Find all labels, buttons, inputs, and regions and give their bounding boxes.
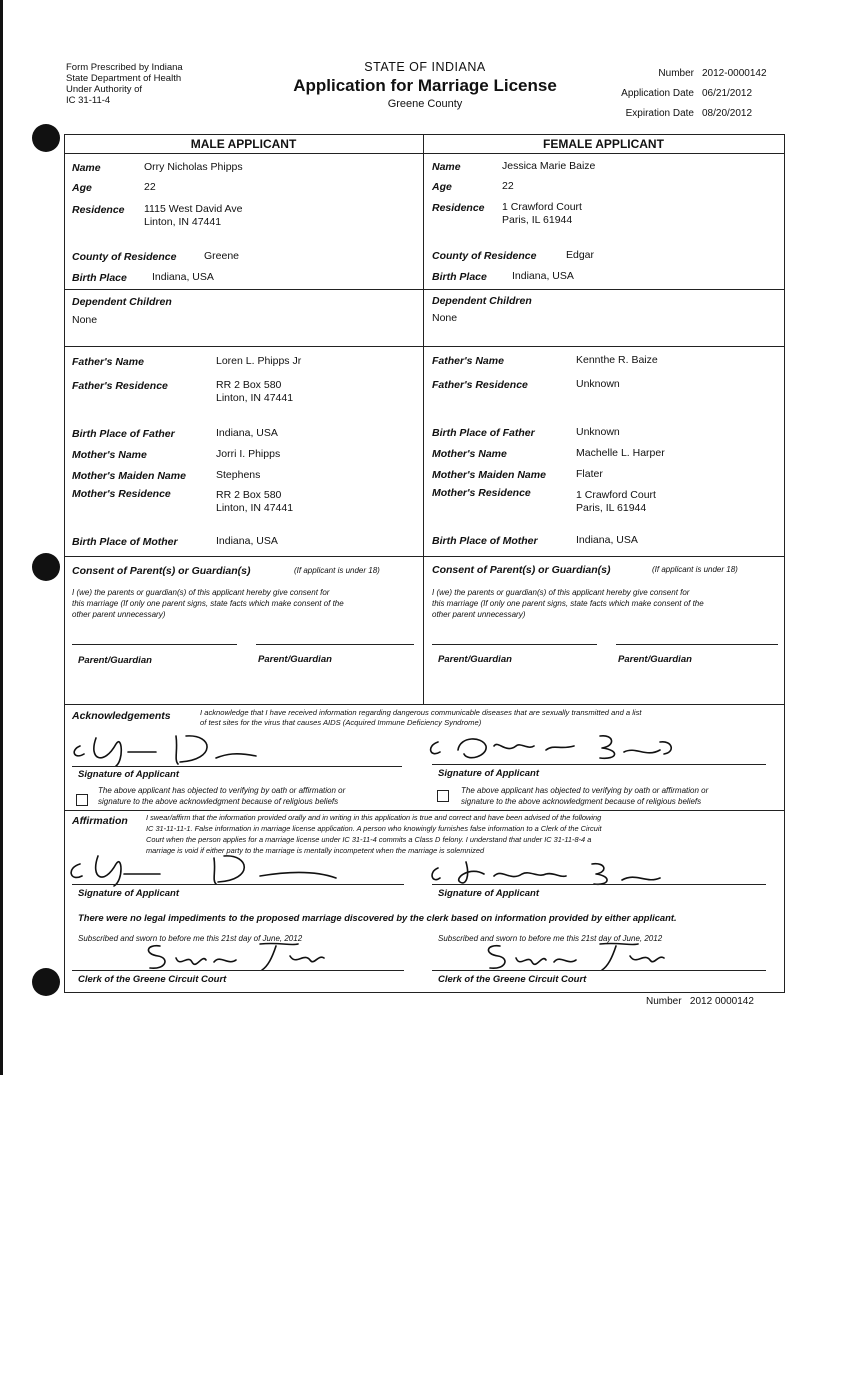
female-parent-signature-line[interactable] [432,644,597,645]
punch-hole [32,968,60,996]
female-mother-residence-line2: Paris, IL 61944 [576,502,647,514]
application-date: 06/21/2012 [702,88,753,99]
male-dependents: None [72,314,98,326]
male-objection-text: signature to the above acknowledgment because of religious beliefs [98,797,339,806]
female-parent-guardian-label: Parent/Guardian [618,654,692,665]
male-residence-line2: Linton, IN 47441 [144,216,222,228]
male-father-residence-line2: Linton, IN 47441 [216,392,294,404]
male-county: Greene [204,250,240,262]
divider [64,556,784,557]
footer-number [646,996,754,1008]
expiration-date-label: Expiration Date [625,108,694,119]
county-name: Greene County [387,98,463,110]
male-mother-name-label: Mother's Name [72,449,147,461]
male-subscribed-text: Subscribed and sworn to before me this 21st day of June, 2012 [78,934,303,943]
female-mother-name: Machelle L. Harper [576,447,665,459]
female-father-name: Kennthe R. Baize [576,354,658,366]
punch-hole [32,553,60,581]
number-label: Number [658,68,694,79]
document-title: Application for Marriage License [293,76,557,95]
male-mother-residence-label: Mother's Residence [72,488,171,500]
authority-line: Form Prescribed by Indiana [66,62,183,73]
acknowledgements-label: Acknowledgements [72,710,171,722]
female-name-label: Name [432,161,461,173]
male-consent-text: other parent unnecessary) [72,610,166,619]
female-father-residence-line1: Unknown [576,378,620,390]
no-impediments-statement: There were no legal impediments to the proposed marriage discovered by the clerk based on information provided by either applicant. [78,912,677,923]
divider [64,704,784,705]
affirmation-text: Court when the person applies for a marriage license under IC 31-11-4 commits a Class D felony. I understand that under IC 31-11-8-4 a [146,835,592,844]
male-consent-note: (If applicant is under 18) [294,566,380,575]
female-mother-name-label: Mother's Name [432,448,507,460]
female-applicant-signature [424,728,694,768]
state-name: STATE OF INDIANA [364,60,486,74]
female-consent-text: this marriage (If only one parent signs, state facts which make consent of the [432,599,704,608]
female-applicant-heading: FEMALE APPLICANT [543,137,664,151]
male-signature-label: Signature of Applicant [78,769,179,780]
divider [64,810,784,811]
male-religious-objection-checkbox[interactable] [76,794,88,806]
male-birthplace: Indiana, USA [152,271,214,283]
license-number: 2012-0000142 [702,68,767,79]
authority-line: State Department of Health [66,73,182,84]
female-signature-line [432,764,766,765]
male-mother-residence-line1: RR 2 Box 580 [216,489,282,501]
form-meta [606,64,767,124]
female-age-label: Age [432,181,452,193]
female-subscribed-text: Subscribed and sworn to before me this 21st day of June, 2012 [438,934,663,943]
expiration-date: 08/20/2012 [702,108,753,119]
male-mother-birthplace-label: Birth Place of Mother [72,536,178,548]
acknowledgement-text: of test sites for the virus that causes AIDS (Acquired Immune Deficiency Syndrome) [200,718,482,727]
male-mother-maiden-label: Mother's Maiden Name [72,470,186,482]
female-birthplace: Indiana, USA [512,270,574,282]
male-father-birthplace: Indiana, USA [216,427,278,439]
female-objection-text: signature to the above acknowledgment because of religious beliefs [461,797,702,806]
affirmation-text: I swear/affirm that the information provided orally and in writing in this application is true and correct and have been advised of the following [146,813,602,822]
male-parent-guardian-label: Parent/Guardian [78,655,152,666]
footer-number-value: 2012 0000142 [689,996,754,1007]
male-mother-maiden: Stephens [216,469,261,481]
male-father-residence-line1: RR 2 Box 580 [216,379,282,391]
female-parent-signature-line[interactable] [616,644,778,645]
divider [64,153,784,154]
female-residence-line2: Paris, IL 61944 [502,214,573,226]
female-parent-guardian-label: Parent/Guardian [438,654,512,665]
male-objection-text: The above applicant has objected to verifying by oath or affirmation or [98,786,346,795]
footer-number-label: Number [646,996,682,1007]
female-mother-residence-label: Mother's Residence [432,487,531,499]
female-consent-text: I (we) the parents or guardian(s) of this applicant hereby give consent for [432,588,690,597]
female-father-birthplace-label: Birth Place of Father [432,427,535,439]
clerk-label-left: Clerk of the Greene Circuit Court [78,974,227,985]
female-county: Edgar [566,249,595,261]
male-consent-text: this marriage (If only one parent signs, state facts which make consent of the [72,599,344,608]
divider [423,134,424,704]
female-signature-label: Signature of Applicant [438,768,539,779]
female-father-birthplace: Unknown [576,426,620,438]
male-affirmation-label: Signature of Applicant [78,888,179,899]
male-father-name: Loren L. Phipps Jr [216,355,302,367]
male-age: 22 [144,181,156,193]
application-date-label: Application Date [621,88,694,99]
male-applicant-signature [66,730,266,770]
divider [64,134,784,135]
affirmation-text: IC 31-11-11-1. False information in marriage license application. A person who knowingly furnishes false information to a Clerk of the Circuit [146,824,602,833]
female-objection-text: The above applicant has objected to verifying by oath or affirmation or [461,786,709,795]
female-affirmation-label: Signature of Applicant [438,888,539,899]
female-religious-objection-checkbox[interactable] [437,790,449,802]
male-age-label: Age [72,182,92,194]
female-father-name-label: Father's Name [432,355,504,367]
clerk-signature-line-left [72,970,404,971]
acknowledgement-text: I acknowledge that I have received information regarding dangerous communicable diseases that are sexually transmitted and a list [200,708,642,717]
female-father-residence-label: Father's Residence [432,379,528,391]
female-county-label: County of Residence [432,250,537,262]
male-parent-signature-line[interactable] [256,644,414,645]
scan-edge [0,0,3,1075]
female-consent-title: Consent of Parent(s) or Guardian(s) [432,564,611,576]
male-father-residence-label: Father's Residence [72,380,168,392]
clerk-signature-right [480,940,670,974]
male-affirmation-line [72,884,404,885]
punch-hole [32,124,60,152]
male-mother-name: Jorri I. Phipps [216,448,281,460]
female-residence-line1: 1 Crawford Court [502,201,582,213]
female-birthplace-label: Birth Place [432,271,487,283]
male-consent-title: Consent of Parent(s) or Guardian(s) [72,565,251,577]
form-authority [66,62,236,106]
divider [64,346,784,347]
authority-line: IC 31-11-4 [66,95,111,106]
female-dependents-label: Dependent Children [432,295,532,307]
female-affirmation-line [432,884,766,885]
male-signature-line [72,766,402,767]
female-residence-label: Residence [432,202,485,214]
female-name: Jessica Marie Baize [502,160,596,172]
female-affirmation-signature [426,856,686,892]
clerk-label-right: Clerk of the Greene Circuit Court [438,974,587,985]
male-applicant-heading: MALE APPLICANT [190,137,297,151]
female-mother-maiden-label: Mother's Maiden Name [432,469,546,481]
female-mother-residence-line1: 1 Crawford Court [576,489,656,501]
male-name-label: Name [72,162,101,174]
female-dependents: None [432,312,458,324]
male-birthplace-label: Birth Place [72,272,127,284]
female-consent-note: (If applicant is under 18) [652,565,738,574]
male-affirmation-signature [64,852,354,888]
male-father-birthplace-label: Birth Place of Father [72,428,175,440]
male-mother-birthplace: Indiana, USA [216,535,278,547]
affirmation-label: Affirmation [72,815,128,827]
male-name: Orry Nicholas Phipps [144,161,243,173]
male-consent-text: I (we) the parents or guardian(s) of this applicant hereby give consent for [72,588,330,597]
authority-line: Under Authority of [66,84,143,95]
male-residence-label: Residence [72,204,125,216]
male-parent-guardian-label: Parent/Guardian [258,654,332,665]
divider [64,289,784,290]
clerk-signature-line-right [432,970,766,971]
female-age: 22 [502,180,514,192]
male-parent-signature-line[interactable] [72,644,237,645]
clerk-signature-left [140,940,330,974]
female-consent-text: other parent unnecessary) [432,610,526,619]
form-title-block [250,60,600,110]
male-dependents-label: Dependent Children [72,296,172,308]
affirmation-text: marriage is void if either party to the marriage is mentally incompetent when the marriage is solemnized [146,846,485,855]
male-father-name-label: Father's Name [72,356,144,368]
male-county-label: County of Residence [72,251,177,263]
male-residence-line1: 1115 West David Ave [144,203,243,215]
male-mother-residence-line2: Linton, IN 47441 [216,502,294,514]
female-mother-birthplace-label: Birth Place of Mother [432,535,538,547]
female-mother-birthplace: Indiana, USA [576,534,638,546]
female-mother-maiden: Flater [576,468,603,480]
